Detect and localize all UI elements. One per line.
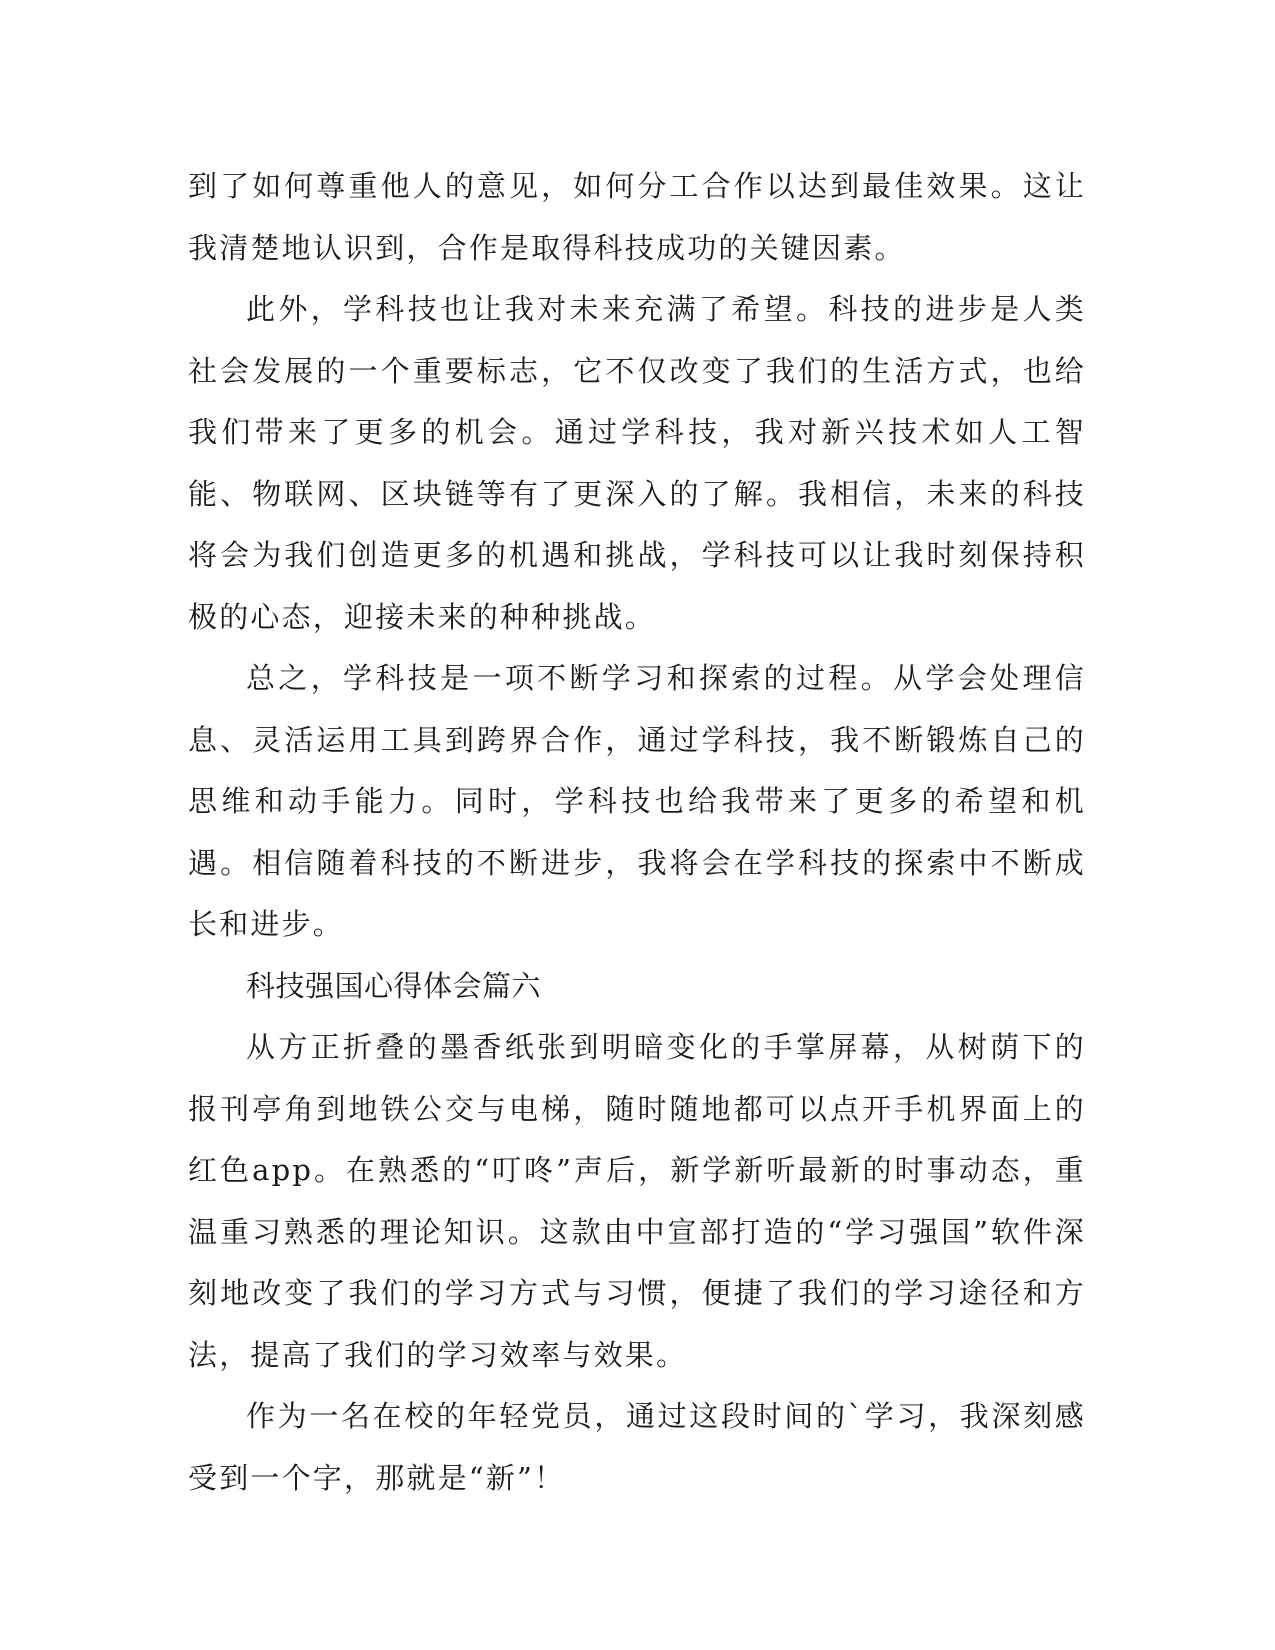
paragraph-app: 从方正折叠的墨香纸张到明暗变化的手掌屏幕，从树荫下的报刊亭角到地铁公交与电梯，随时随地都可以点开手机界面上的红色app。在熟悉的“叮咚”声后，新学新听最新的时事动态，重温重习熟悉的理论知识。这款由中宣部打造的“学习强国”软件深刻地改变了我们的学习方式与习惯，便捷了我们的学习途径和方法，提高了我们的学习效率与效果。: [188, 1030, 1086, 1372]
paragraph-new: 作为一名在校的年轻党员，通过这段时间的`学习，我深刻感受到一个字，那就是“新”！: [188, 1399, 1086, 1495]
paragraph-continued: 到了如何尊重他人的意见，如何分工合作以达到最佳效果。这让我清楚地认识到，合作是取得科技成功的关键因素。: [188, 169, 1086, 265]
paragraph-hope: 此外，学科技也让我对未来充满了希望。科技的进步是人类社会发展的一个重要标志，它不仅改变了我们的生活方式，也给我们带来了更多的机会。通过学科技，我对新兴技术如人工智能、物联网、区块链等有了更深入的了解。我相信，未来的科技将会为我们创造更多的机遇和挑战，学科技可以让我时刻保持积极的心态，迎接未来的种种挑战。: [188, 292, 1086, 634]
paragraph-summary: 总之，学科技是一项不断学习和探索的过程。从学会处理信息、灵活运用工具到跨界合作，通过学科技，我不断锻炼自己的思维和动手能力。同时，学科技也给我带来了更多的希望和机遇。相信随着科技的不断进步，我将会在学科技的探索中不断成长和进步。: [188, 661, 1086, 941]
section-heading: 科技强国心得体会篇六: [246, 968, 542, 1003]
document-body: [188, 156, 1086, 1509]
